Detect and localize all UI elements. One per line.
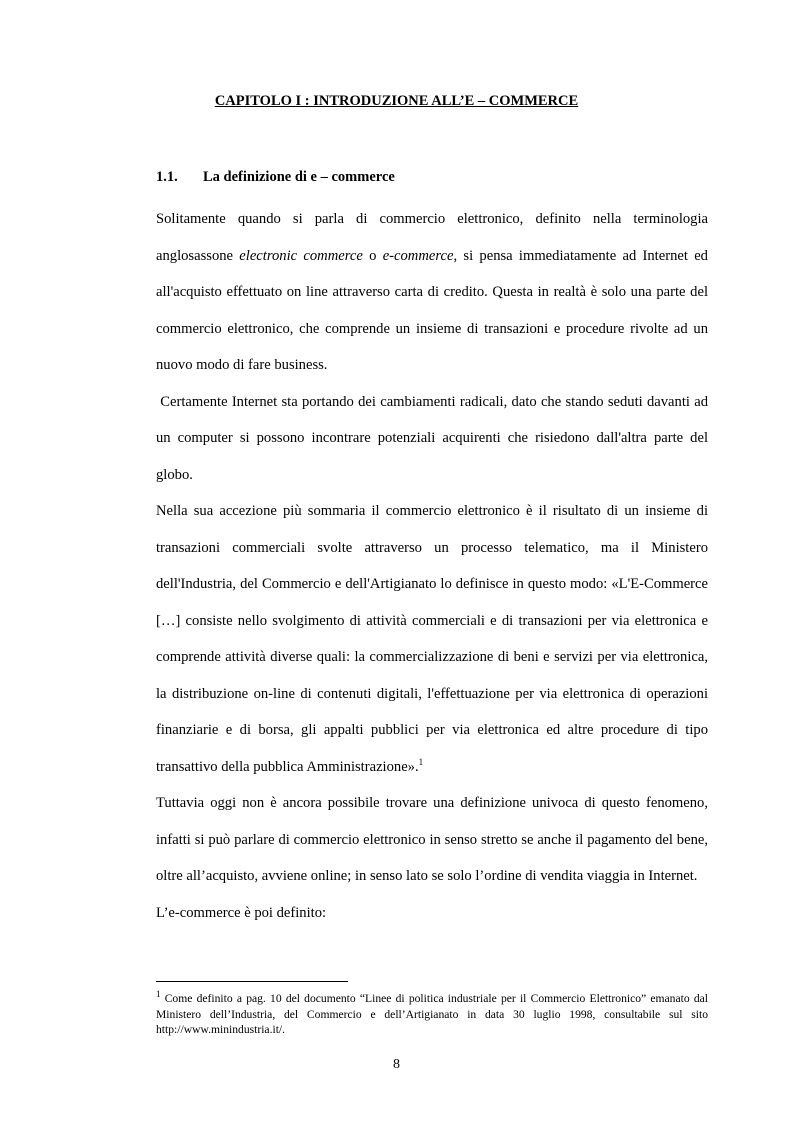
paragraph-1-text-b: o	[362, 247, 383, 264]
paragraph-4: Tuttavia oggi non è ancora possibile trovare una definizione univoca di questo fenomeno, infatti si può parlare di commercio elettronico in senso stretto se anche il pagamento del bene, oltre all’acquisto, avviene online; in senso lato se solo l’ordine di vendita viaggia in Internet.	[156, 795, 708, 884]
paragraph-5: L’e-commerce è poi definito:	[156, 904, 327, 921]
paragraph-1	[156, 201, 708, 384]
footnote-text: Come definito a pag. 10 del documento “Linee di politica industriale per il Commercio Elettronico” emanato dal Ministero dell’Industria, del Commercio e dell’Artigianato in data 30 luglio 1998, consultabile sul sito http://www.minindustria.it/.	[156, 992, 708, 1036]
footnote-marker: 1	[156, 989, 161, 1000]
term-electronic-commerce: electronic commerce	[239, 247, 363, 264]
section-number: 1.1.	[156, 169, 178, 185]
paragraph-3	[156, 493, 708, 785]
body-text	[156, 201, 712, 931]
paragraph-1-text-c: si pensa immediatamente ad Internet ed all'acquisto effettuato on line attraverso carta di credito. Questa in realtà è solo una parte del commercio elettronico, che comprende un insieme di transazioni e procedure rivolte ad un nuovo modo di fare business.	[156, 247, 708, 373]
chapter-title: CAPITOLO I : INTRODUZIONE ALL’E – COMMERCE	[214, 93, 579, 109]
paragraph-3-text: Nella sua accezione più sommaria il commercio elettronico è il risultato di un insieme di transazioni commerciali svolte attraverso un processo telematico, ma il Ministero dell'Industria, del Commercio e dell'Artigianato lo definisce in questo modo: «L'E-Commerce […] consiste nello svolgimento di attività commerciali e di transazioni per via elettronica e comprende attività diverse quali: la commercializzazione di beni e servizi per via elettronica, la distribuzione on-line di contenuti digitali, l'effettuazione per via elettronica di operazioni finanziarie e di borsa, gli appalti pubblici per via elettronica ed altre procedure di tipo transattivo della pubblica Amministrazione».	[156, 503, 708, 775]
paragraph-2: Certamente Internet sta portando dei cambiamenti radicali, dato che stando seduti davanti ad un computer si possono incontrare potenziali acquirenti che risiedono dall'altra parte del globo.	[156, 393, 712, 483]
page-number: 8	[393, 1057, 400, 1072]
section-heading	[156, 169, 395, 186]
footnote-separator	[156, 981, 348, 982]
paragraph-1-text-a: Solitamente quando si parla di commercio elettronico, definito nella terminologia anglosassone	[156, 211, 708, 264]
footnote	[156, 991, 708, 1038]
section-title: La definizione di e – commerce	[203, 169, 395, 185]
term-e-commerce: e-commerce,	[382, 247, 458, 264]
footnote-reference: 1	[418, 756, 424, 767]
